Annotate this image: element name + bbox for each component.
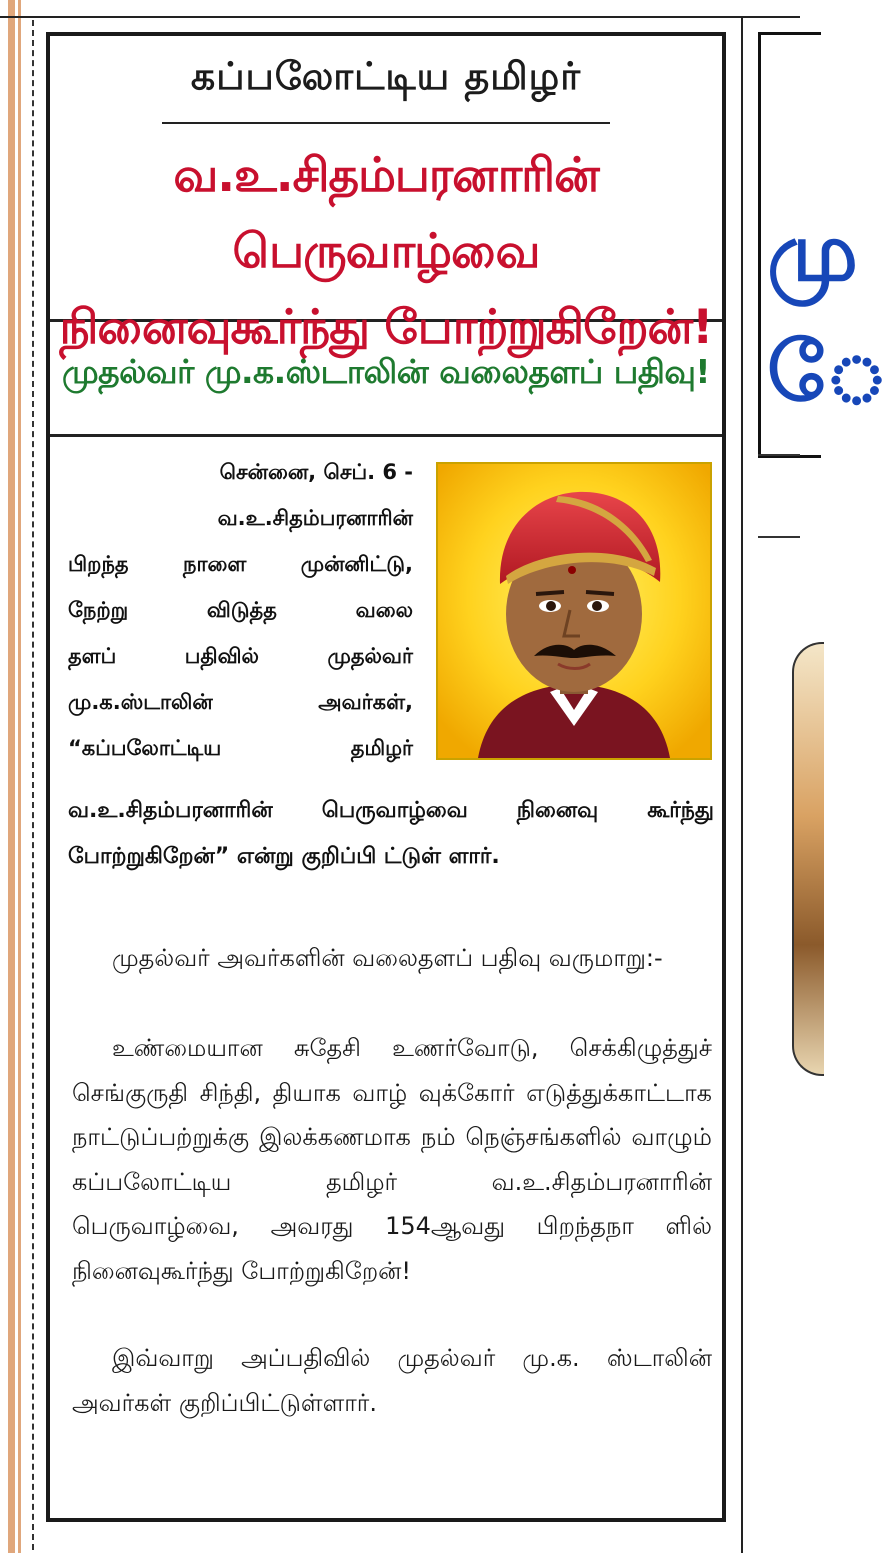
headline-block (50, 36, 722, 355)
lead-line-4: நேற்று விடுத்த வலை (68, 598, 413, 622)
adjacent-photo (792, 642, 824, 1076)
lead-continued: வ.உ.சிதம்பரனாரின் பெருவாழ்வை நினைவு கூர்ந்து போற்றுகிறேன்” என்று குறிப்பி ட்டுள் ளார். (68, 798, 714, 869)
paragraph-3: இவ்வாறு அப்பதிவில் முதல்வர் மு.க. ஸ்டாலின் அவர்கள் குறிப்பிட்டுள்ளார். (72, 1344, 712, 1417)
top-rule (0, 16, 800, 18)
adjacent-headline-box (758, 32, 888, 458)
lead-line-6: மு.க.ஸ்டாலின் அவர்கள், (68, 690, 413, 714)
lead-line-2: வ.உ.சிதம்பரனாரின் (217, 506, 413, 530)
left-border-stripe-thin (18, 0, 21, 1553)
kicker-underline (162, 122, 610, 124)
adjacent-glyph-bottom: ே (767, 325, 888, 420)
paragraph-2: உண்மையான சுதேசி உணர்வோடு, செக்கிழுத்துச் செங்குருதி சிந்தி, தியாக வாழ் வுக்கோர் எடுத்துக்காட்டாக நாட்டுப்பற்றுக்கு இலக்கணமாக நம் நெஞ்சங்களில் வாழும் கப்பலோட்டிய தமிழர் வ.உ.சிதம்பரனாரின் பெருவாழ்வை, அவரது 154ஆவது பிறந்தநா ளில் நினைவுகூர்ந்து போற்றுகிறேன்! (72, 1034, 712, 1285)
lead-line-3: பிறந்த நாளை முன்னிட்டு, (68, 552, 413, 576)
adjacent-rule-1 (758, 454, 800, 456)
left-border-stripe (8, 0, 15, 1553)
column-rule (741, 16, 743, 1553)
adjacent-glyph-top: மு (767, 205, 859, 300)
dateline: சென்னை, செப். 6 - (219, 460, 413, 484)
adjacent-column (758, 32, 888, 1553)
portrait-illustration (438, 464, 710, 758)
kicker: கப்பலோட்டிய தமிழர் (190, 54, 582, 98)
portrait-image (436, 462, 712, 760)
lead-line-5: தளப் பதிவில் முதல்வர் (68, 644, 413, 668)
news-article (46, 32, 726, 1522)
headline-line-2: நினைவுகூர்ந்து போற்றுகிறேன்! (59, 300, 713, 355)
subhead-block (50, 322, 722, 437)
adjacent-rule-2 (758, 536, 800, 538)
lead-line-7: “கப்பலோட்டிய தமிழர் (68, 736, 413, 760)
column-dash-divider (32, 20, 34, 1550)
headline-line-1: வ.உ.சிதம்பரனாரின் பெருவாழ்வை (173, 148, 599, 279)
subhead: முதல்வர் மு.க.ஸ்டாலின் வலைதளப் பதிவு! (62, 352, 710, 391)
paragraph-1: முதல்வர் அவர்களின் வலைதளப் பதிவு வருமாறு:- (112, 944, 663, 972)
